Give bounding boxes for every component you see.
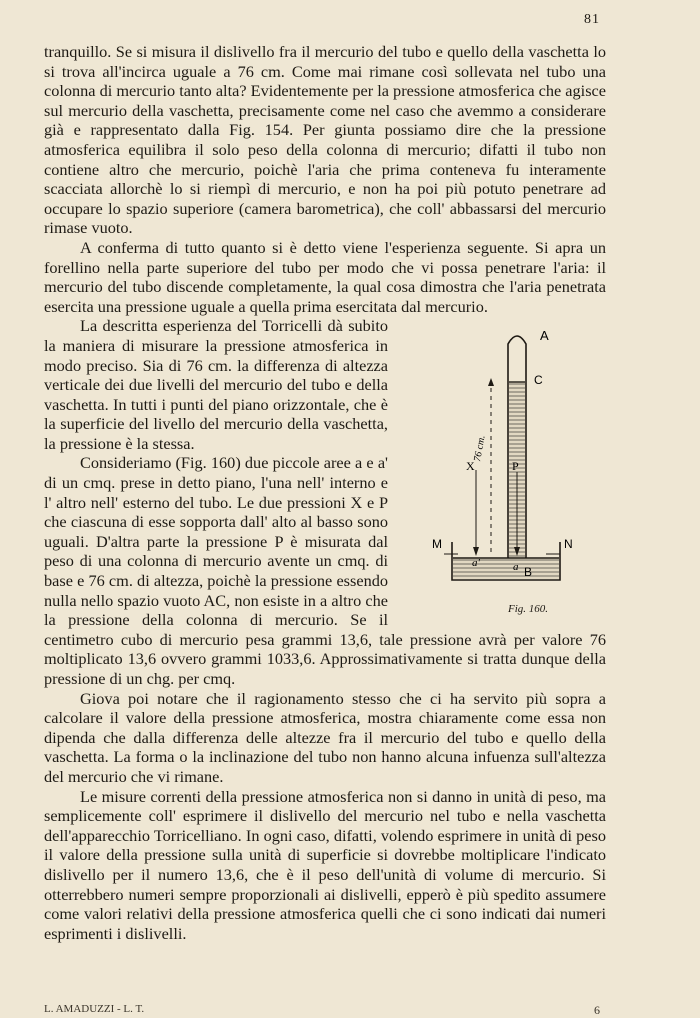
- paragraph-1: tranquillo. Se si misura il dislivello fra il mercurio del tubo e quello della vaschetta lo si trova all'incirca uguale a 76 cm. Come mai rimane così sollevata nel tubo una colonna di mercurio tanto alta? Evidentemente per la pressione atmosferica che agisce sul mercurio della vaschetta, precisamente come nel caso che avemmo a considerare già e rappresentato dalla Fig. 154. Per giunta possiamo dire che la pressione atmosferica equilibra il solo peso della colonna di mercurio; difatti il tubo non contiene altro che mercurio, poichè l'aria che prima conteneva fu interamente scacciata allorchè lo si riempì di mercurio, e non ha poi più potuto penetrare ad occupare lo spazio superiore (camera barometrica), che coll' abbassarsi del mercurio rimase vuoto.: [44, 42, 606, 238]
- label-c: C: [534, 373, 543, 388]
- figure-160: [400, 322, 610, 622]
- x-arrowhead: [473, 547, 479, 556]
- footer-signature: L. AMADUZZI - L. T.: [44, 1003, 145, 1015]
- paragraph-5: Giova poi notare che il ragionamento stesso che ci ha servito più sopra a calcolare il valore della pressione atmosferica, mostra chiaramente come essa non dipenda che dalla differenza delle altezze fra il mercurio del tubo e quello della vaschetta. La forma o la inclinazione del tubo non hanno alcuna infuenza sull'altezza del mercurio che vi rimane.: [44, 688, 606, 786]
- label-a-prime: a': [472, 557, 480, 570]
- height-arrow-top: [488, 378, 494, 386]
- page-footer: [44, 1003, 600, 1018]
- paragraph-2: A conferma di tutto quanto si è detto viene l'esperienza seguente. Si apra un forellino nella parte superiore del tubo per modo che vi possa penetrare l'aria: il mercurio del tubo discende completamente, la qual cosa dimostra che l'aria penetrata esercita una pressione uguale a quella prima esercitata dal mercurio.: [44, 237, 606, 316]
- footer-gathering-number: 6: [594, 1003, 600, 1017]
- paragraph-6: Le misure correnti della pressione atmosferica non si danno in unità di peso, ma semplicemente coll' esprimere il dislivello del mercurio nel tubo e nella vaschetta dell'apparecchio Torricelliano. In ogni caso, difatti, volendo esprimere in unità di peso il valore della pressione sulla unità di superficie si dovrebbe moltiplicare l'indicato dislivello per il numero 13,6, che è il peso dell'unità di volume di mercurio. Si otterrebbero numeri sempre proporzionali ai dislivelli, epperò è più spedito assumere come valori relativi della pressione atmosferica quelli che ci sono indicati dai numeri esprimenti i dislivelli.: [44, 786, 606, 943]
- label-b: B: [524, 565, 533, 580]
- label-a-top: A: [540, 328, 549, 344]
- label-p: P: [512, 459, 519, 474]
- figure-caption: Fig. 160.: [508, 603, 549, 616]
- height-label: 76 cm.: [472, 434, 488, 463]
- vessel-mercury: [453, 558, 559, 579]
- paragraph-3-text: La descritta esperienza del Torricelli dà subito la maniera di misurare la pressione atmosferica in modo preciso. Sia di 76 cm. la differenza di altezza verticale dei due livelli del mercurio del tubo e della vaschetta. In tutti i punti del piano orizzontale, che è la superficie del livello del mercurio della vaschetta, la pressione è la stessa.: [44, 316, 388, 453]
- body-text: [44, 42, 606, 943]
- label-x: X: [466, 459, 475, 474]
- page-number: 81: [584, 12, 600, 27]
- label-m: M: [432, 537, 442, 552]
- barometer-diagram: [400, 322, 610, 622]
- label-n: N: [564, 537, 573, 552]
- label-a: a: [513, 561, 519, 574]
- paragraph-4: Consideriamo (Fig. 160) due piccole aree a e a' di un cmq. prese in detto piano, l'una nell' interno e l' altro nell' esterno del tubo. Le due pressioni X e P che ciascuna di esse sopporta dall' alto al basso sono uguali. D'altra parte la pressione P è misurata dal peso di una colonna di mercurio avente un cmq. di base e 76 cm. di altezza, poichè la pressione essendo nulla nello spazio vuoto AC, non esiste in a altro che la pressione della colonna di mercurio. Se il centimetro cubo di mercurio pesa grammi 13,6, tale pressione avrà per valore 76 moltiplicato 13,6 ovvero grammi 1033,6. Approssimativamente si tratta dunque della pressione di un chg. per cmq.: [44, 453, 606, 688]
